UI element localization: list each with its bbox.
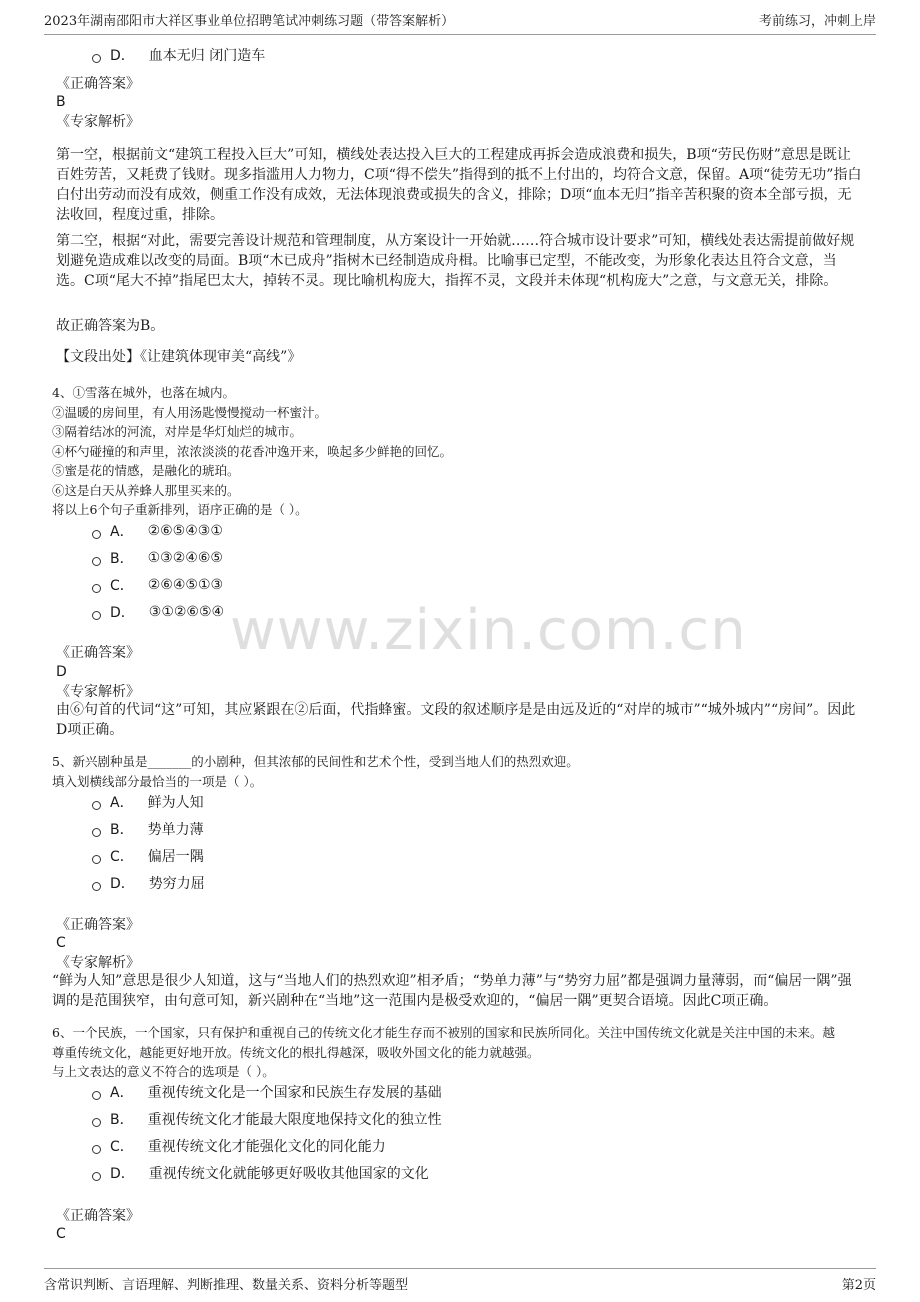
q3-source: 【文段出处】《让建筑体现审美“高线”》 bbox=[56, 349, 302, 365]
q4-option-a[interactable]: A． ②⑥⑤④③① bbox=[92, 520, 223, 542]
q6-option-d[interactable]: D． 重视传统文化就能够更好吸收其他国家的文化 bbox=[92, 1162, 429, 1184]
q4-option-b[interactable]: B． ①③②④⑥⑤ bbox=[92, 547, 223, 569]
q5-option-c[interactable]: C． 偏居一隅 bbox=[92, 845, 204, 867]
radio-icon[interactable] bbox=[92, 530, 101, 539]
radio-icon[interactable] bbox=[92, 54, 101, 63]
radio-icon[interactable] bbox=[92, 828, 101, 837]
radio-icon[interactable] bbox=[92, 1145, 101, 1154]
q4-analysis-label: 《专家解析》 bbox=[56, 684, 140, 700]
q6-answer-label: 《正确答案》 bbox=[56, 1208, 140, 1224]
q6-option-b[interactable]: B． 重视传统文化才能最大限度地保持文化的独立性 bbox=[92, 1108, 442, 1130]
q5-option-b[interactable]: B． 势单力薄 bbox=[92, 818, 204, 840]
q4-answer-label: 《正确答案》 bbox=[56, 645, 140, 661]
q5-analysis-label: 《专家解析》 bbox=[56, 955, 140, 971]
q5-answer: C bbox=[56, 935, 66, 951]
q4-option-d[interactable]: D． ③①②⑥⑤④ bbox=[92, 601, 224, 623]
q3-analysis-paragraph-1: 第一空，根据前文“建筑工程投入巨大”可知，横线处表达投入巨大的工程建成再拆会造成浪费和损失，B项“劳民伤财”意思是既让百姓劳苦，又耗费了钱财。现多指滥用人力物力，C项“得不偿失”指得到的抵不上付出的，均符合文意，保留。A项“徒劳无功”指白白付出劳动而没有成效，侧重工作没有成效，无法体现浪费或损失的含义，排除；D项“血本无归”指辛苦积聚的资本全部亏损，无法收回，程度过重，排除。 bbox=[56, 147, 862, 223]
q5-answer-label: 《正确答案》 bbox=[56, 917, 140, 933]
page-header bbox=[44, 10, 876, 35]
document-title: 2023年湖南邵阳市大祥区事业单位招聘笔试冲刺练习题（带答案解析） bbox=[44, 14, 455, 29]
q6-option-a[interactable]: A． 重视传统文化是一个国家和民族生存发展的基础 bbox=[92, 1081, 442, 1103]
radio-icon[interactable] bbox=[92, 611, 101, 620]
footer-description: 含常识判断、言语理解、判断推理、数量关系、资料分析等题型 bbox=[44, 1278, 409, 1293]
radio-icon[interactable] bbox=[92, 1091, 101, 1100]
radio-icon[interactable] bbox=[92, 801, 101, 810]
page-number: 第2页 bbox=[841, 1278, 876, 1293]
q6-answer: C bbox=[56, 1226, 66, 1242]
q5-analysis: “鲜为人知”意思是很少人知道，这与“当地人们的热烈欢迎”相矛盾；“势单力薄”与“势穷力屈”都是强调力量薄弱，而“偏居一隅”强调的是范围狭窄，由句意可知，新兴剧种在“当地”这一范围内是极受欢迎的，“偏居一隅”更契合语境。因此C项正确。 bbox=[52, 973, 852, 1009]
radio-icon[interactable] bbox=[92, 557, 101, 566]
watermark: www.zixin.com.cn bbox=[230, 598, 747, 663]
header-slogan: 考前练习，冲刺上岸 bbox=[758, 14, 876, 29]
radio-icon[interactable] bbox=[92, 1118, 101, 1127]
q4-answer: D bbox=[56, 664, 67, 680]
radio-icon[interactable] bbox=[92, 882, 101, 891]
q6-stem: 6、一个民族，一个国家，只有保护和重视自己的传统文化才能生存而不被别的国家和民族所同化。关注中国传统文化就是关注中国的未来。越 尊重传统文化，越能更好地开放。传统文化的根扎得越深，吸收外国文化的能力就越强。 与上文表达的意义不符合的选项是（ ）。 bbox=[52, 1025, 835, 1079]
radio-icon[interactable] bbox=[92, 855, 101, 864]
radio-icon[interactable] bbox=[92, 1172, 101, 1181]
q4-stem: 4、①雪落在城外，也落在城内。 ②温暖的房间里，有人用汤匙慢慢搅动一杯蜜汁。 ③隔着结冰的河流，对岸是华灯灿烂的城市。 ④杯勺碰撞的和声里，浓浓淡淡的花香冲逸开来，唤起多少鲜艳的回忆。 ⑤蜜是花的情感，是融化的琥珀。 ⑥这是白天从养蜂人那里买来的。 将以上6个句子重新排列，语序正确的是（ ）。 bbox=[52, 385, 453, 517]
page-footer bbox=[44, 1268, 876, 1293]
q6-option-c[interactable]: C． 重视传统文化才能强化文化的同化能力 bbox=[92, 1135, 386, 1157]
radio-icon[interactable] bbox=[92, 584, 101, 593]
q4-option-c[interactable]: C． ②⑥④⑤①③ bbox=[92, 574, 223, 596]
q3-conclusion: 故正确答案为B。 bbox=[56, 318, 165, 334]
q5-option-a[interactable]: A． 鲜为人知 bbox=[92, 791, 204, 813]
q3-analysis-label: 《专家解析》 bbox=[56, 114, 140, 130]
q5-stem: 5、新兴剧种虽是_______的小剧种，但其浓郁的民间性和艺术个性，受到当地人们的热烈欢迎。 填入划横线部分最恰当的一项是（ ）。 bbox=[52, 754, 579, 789]
q5-option-d[interactable]: D． 势穷力屈 bbox=[92, 872, 205, 894]
q3-option-d[interactable]: D． 血本无归 闭门造车 bbox=[92, 44, 265, 66]
q3-answer: B bbox=[56, 94, 66, 110]
q3-answer-label: 《正确答案》 bbox=[56, 76, 140, 92]
q3-analysis-paragraph-2: 第二空，根据“对此，需要完善设计规范和管理制度，从方案设计一开始就……符合城市设计要求”可知，横线处表达需提前做好规划避免造成难以改变的局面。B项“木已成舟”指树木已经制造成舟楫。比喻事已定型，不能改变，为形象化表达且符合文意，当选。C项“尾大不掉”指尾巴太大，掉转不灵。现比喻机构庞大，指挥不灵，文段并未体现“机构庞大”之意，与文意无关，排除。 bbox=[56, 233, 855, 289]
q4-analysis: 由⑥句首的代词“这”可知，其应紧跟在②后面，代指蜂蜜。文段的叙述顺序是是由远及近的“对岸的城市”“城外城内”“房间”。因此D项正确。 bbox=[56, 702, 856, 738]
